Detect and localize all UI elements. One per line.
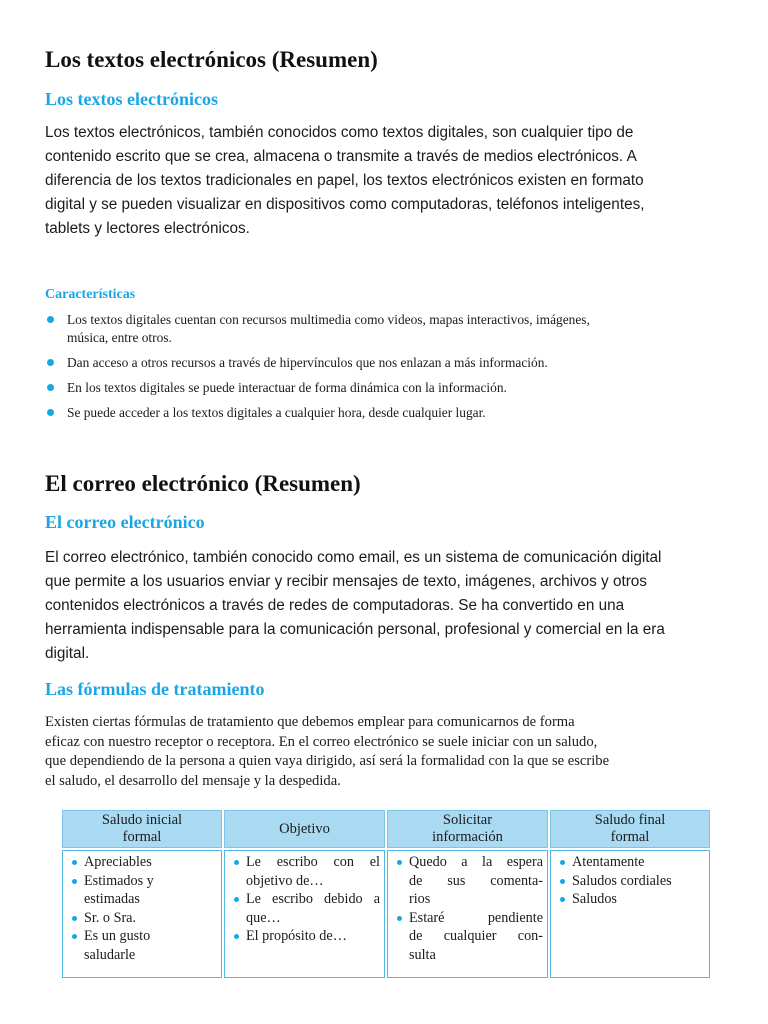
list-item [231, 890, 380, 927]
paragraph-line: el saludo, el desarrollo del mensaje y la despedida. [45, 772, 341, 789]
list-item [394, 853, 543, 909]
table-row [62, 850, 710, 978]
list-item [45, 379, 715, 397]
bullet-icon [72, 916, 77, 921]
bullet-icon [560, 897, 565, 902]
formulas-table [62, 810, 710, 978]
list-item [69, 927, 217, 964]
paragraph-line: diferencia de los textos tradicionales en papel, los textos electrónicos existen en formato [45, 172, 644, 189]
bullet-icon [47, 409, 54, 416]
bullet-icon [397, 860, 402, 865]
paragraph-line: contenido escrito que se crea, almacena o transmite a través de medios electrónicos. A [45, 148, 637, 165]
list-item-line: Se puede acceder a los textos digitales a cualquier hora, desde cualquier lugar. [67, 405, 486, 420]
section1-subtitle: Los textos electrónicos [45, 89, 218, 109]
cell-line: objetivo de… [246, 872, 324, 889]
header-line: Solicitar [442, 812, 493, 828]
cell-line: sulta [409, 946, 436, 963]
paragraph-line: Existen ciertas fórmulas de tratamiento que debemos emplear para comunicarnos de forma [45, 714, 575, 730]
cell-line: Sr. o Sra. [84, 909, 137, 926]
cell-line: estimadas [84, 891, 140, 907]
list-item [557, 853, 705, 872]
paragraph-line: eficaz con nuestro receptor o receptora. En el correo electrónico se suele iniciar con un saludo, [45, 733, 598, 750]
cell-line: Quedo a la espera [409, 854, 543, 870]
cell-line: Atentamente [572, 854, 645, 870]
table-cell [387, 850, 548, 978]
cell-line: que… [246, 909, 281, 926]
bullet-icon [234, 934, 239, 939]
bullet-icon [234, 860, 239, 865]
cell-line: Apreciables [84, 854, 152, 870]
cell-line: de sus comenta- [409, 872, 543, 889]
cell-line: Le escribo debido a [246, 891, 380, 907]
table-cell [550, 850, 710, 978]
cell-line: saludarle [84, 946, 136, 963]
characteristics-heading: Características [45, 287, 136, 302]
paragraph-line: digital y se pueden visualizar en dispositivos como computadoras, teléfonos inteligentes, [45, 196, 645, 213]
section1-paragraph [45, 121, 705, 241]
cell-line: de cualquier con- [409, 928, 543, 944]
header-line: información [432, 829, 503, 845]
cell-line: Le escribo con el [246, 854, 380, 870]
cell-line: rios [409, 891, 431, 907]
list-item [557, 872, 705, 891]
bullet-icon [72, 860, 77, 865]
bullet-icon [397, 916, 402, 921]
bullet-icon [72, 934, 77, 939]
list-item [45, 404, 715, 422]
formulas-heading: Las fórmulas de tratamiento [45, 679, 265, 699]
list-item [231, 853, 380, 890]
list-item-line: En los textos digitales se puede interactuar de forma dinámica con la información. [67, 380, 507, 395]
section1-title: Los textos electrónicos (Resumen) [45, 47, 378, 72]
table-header-cell [387, 810, 548, 848]
paragraph-line: herramienta indispensable para la comunicación personal, profesional y comercial en la era [45, 621, 665, 638]
list-item [69, 872, 217, 909]
table-header-cell [550, 810, 710, 848]
list-item [45, 354, 715, 372]
list-item [69, 853, 217, 872]
paragraph-line: que dependiendo de la persona a quien vaya dirigido, así será la formalidad con la que se escribe [45, 753, 610, 769]
list-item [45, 311, 715, 347]
section2-title: El correo electrónico (Resumen) [45, 471, 361, 496]
list-item [231, 927, 380, 946]
table-header-cell [224, 810, 385, 848]
cell-line: Estaré pendiente [409, 909, 543, 926]
paragraph-line: contenidos electrónicos a través de redes de computadoras. Se ha convertido en una [45, 597, 625, 614]
paragraph-line: Los textos electrónicos, también conocidos como textos digitales, son cualquier tipo de [45, 124, 634, 141]
formulas-paragraph [45, 713, 721, 791]
table-cell [224, 850, 385, 978]
paragraph-line: que permite a los usuarios enviar y recibir mensajes de texto, imágenes, archivos y otros [45, 573, 647, 590]
bullet-icon [560, 879, 565, 884]
header-line: Objetivo [279, 820, 330, 837]
list-item-line: Dan acceso a otros recursos a través de hipervínculos que nos enlazan a más información. [67, 355, 548, 370]
section2-paragraph [45, 546, 705, 666]
cell-line: El propósito de… [246, 928, 347, 944]
section2-subtitle: El correo electrónico [45, 512, 205, 532]
cell-line: Saludos [572, 891, 617, 907]
header-line: Saludo final [594, 812, 666, 828]
bullet-icon [234, 897, 239, 902]
list-item-line: música, entre otros. [67, 330, 172, 345]
cell-line: Saludos cordiales [572, 872, 672, 889]
table-header-row [62, 810, 710, 848]
cell-line: Es un gusto [84, 928, 151, 944]
paragraph-line: tablets y lectores electrónicos. [45, 220, 250, 237]
paragraph-line: El correo electrónico, también conocido como email, es un sistema de comunicación digital [45, 549, 662, 566]
list-item-line: Los textos digitales cuentan con recursos multimedia como videos, mapas interactivos, imágenes, [67, 312, 590, 327]
list-item [394, 909, 543, 965]
table-header-cell [62, 810, 222, 848]
list-item [557, 890, 705, 909]
bullet-icon [47, 316, 54, 323]
characteristics-list [45, 311, 715, 429]
bullet-icon [72, 879, 77, 884]
bullet-icon [47, 384, 54, 391]
header-line: formal [122, 829, 162, 845]
bullet-icon [47, 359, 54, 366]
paragraph-line: digital. [45, 645, 90, 662]
table-cell [62, 850, 222, 978]
cell-line: Estimados y [84, 872, 154, 889]
header-line: formal [610, 829, 650, 845]
header-line: Saludo inicial [101, 812, 183, 828]
bullet-icon [560, 860, 565, 865]
list-item [69, 909, 217, 928]
